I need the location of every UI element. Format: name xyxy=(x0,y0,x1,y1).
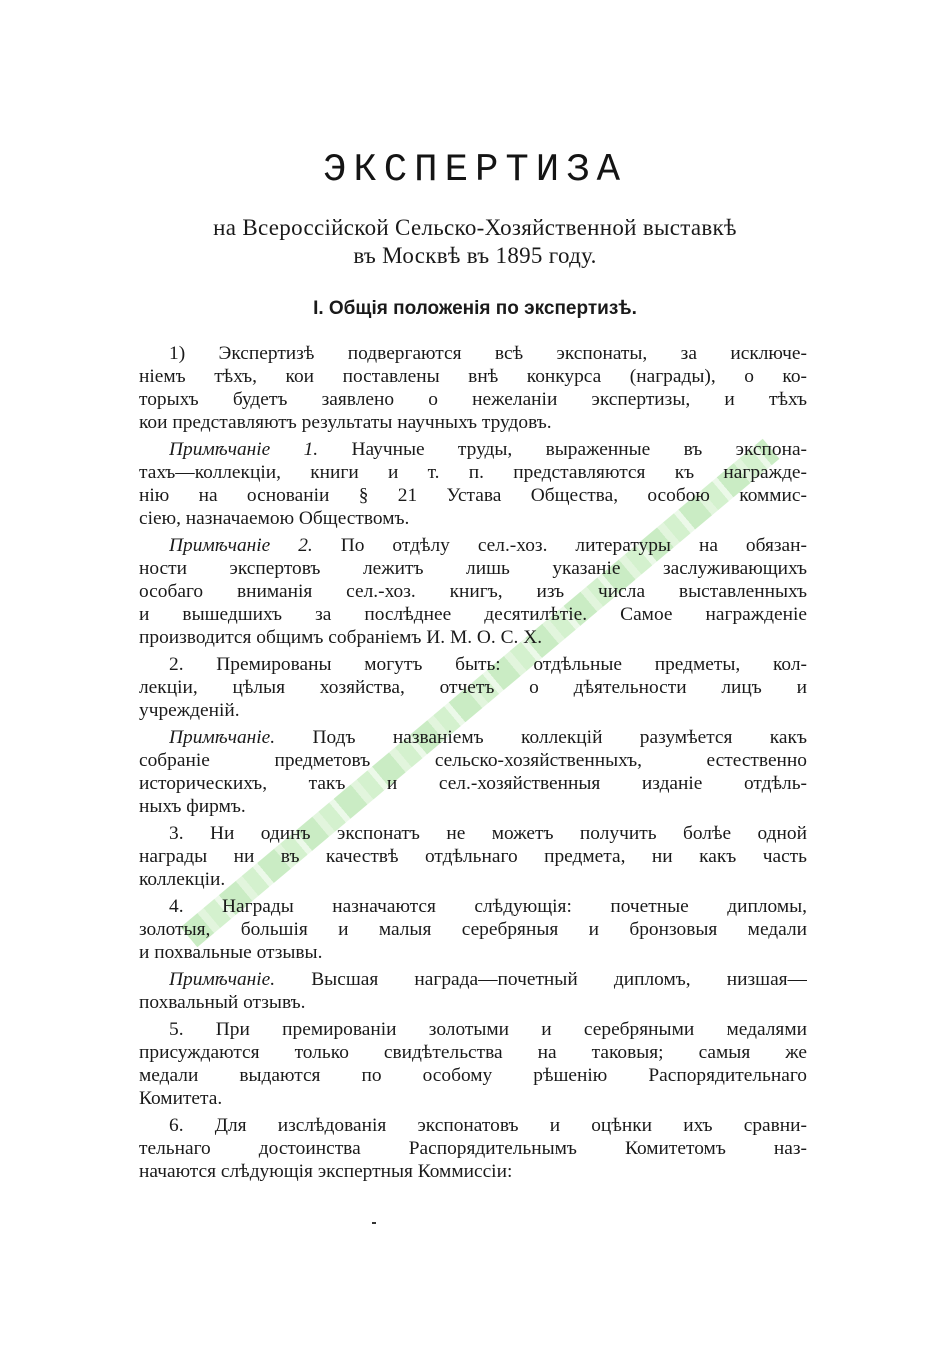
paragraph xyxy=(139,1114,807,1187)
text-line xyxy=(169,726,807,749)
line-text: историческихъ, такъ и сел.-хозяйственныя изданіе отдѣль- xyxy=(139,773,807,794)
text-line xyxy=(139,507,807,530)
line-text: По отдѣлу сел.-хоз. литературы на обязан- xyxy=(312,535,807,556)
line-text: тельнаго достоинства Распорядительнымъ Комитетомъ наз- xyxy=(139,1138,807,1159)
subtitle-line: въ Москвѣ въ 1895 году. xyxy=(353,243,597,268)
line-text: нію на основаніи § 21 Устава Общества, особою коммис- xyxy=(139,485,807,506)
text-line xyxy=(139,557,807,580)
line-text: похвальный отзывъ. xyxy=(139,992,306,1013)
text-line xyxy=(169,822,807,845)
text-line xyxy=(139,1064,807,1087)
section-heading: I. Общія положенія по экспертизѣ. xyxy=(313,298,637,319)
line-text: золотыя, большія и малыя серебряныя и бронзовыя медали xyxy=(139,919,807,940)
line-text: тахъ—коллекціи, книги и т. п. представляются къ награжде- xyxy=(139,462,807,483)
line-text: 5. При премированіи золотыми и серебряными медалями xyxy=(169,1019,807,1040)
text-line xyxy=(139,772,807,795)
line-text: 3. Ни одинъ экспонатъ не можетъ получить болѣе одной xyxy=(169,823,807,844)
note-paragraph xyxy=(139,438,807,534)
line-text: лекціи, цѣлыя хозяйства, отчетъ о дѣятельности лицъ и xyxy=(139,677,807,698)
line-text: 6. Для изслѣдованія экспонатовъ и оцѣнки ихъ сравни- xyxy=(169,1115,807,1136)
paragraph xyxy=(139,822,807,895)
line-text: кои представляютъ результаты научныхъ трудовъ. xyxy=(139,412,552,433)
note-label: Примѣчаніе 1. xyxy=(169,439,319,460)
text-line xyxy=(139,845,807,868)
paragraph xyxy=(139,1018,807,1114)
text-line xyxy=(169,534,807,557)
text-line xyxy=(169,653,807,676)
note-label: Примѣчаніе. xyxy=(169,969,276,990)
line-text: начаются слѣдующія экспертныя Коммиссіи: xyxy=(139,1161,513,1182)
line-text: Подъ названіемъ коллекцій разумѣется какъ xyxy=(275,727,807,748)
line-text: Комитета. xyxy=(139,1088,223,1109)
text-line xyxy=(169,342,807,365)
text-line xyxy=(139,941,807,964)
text-line xyxy=(139,411,807,434)
line-text: производится общимъ собраніемъ И. М. О. С. Х. xyxy=(139,627,543,648)
text-line xyxy=(139,580,807,603)
line-text: медали выдаются по особому рѣшенію Распорядительнаго xyxy=(139,1065,807,1086)
text-line xyxy=(139,603,807,626)
text-line xyxy=(139,918,807,941)
line-text: ности экспертовъ лежитъ лишь указаніе заслуживающихъ xyxy=(139,558,807,579)
text-line xyxy=(139,868,807,891)
line-text: и похвальные отзывы. xyxy=(139,942,323,963)
text-line xyxy=(139,676,807,699)
line-text: особаго вниманія сел.-хоз. книгъ, изъ числа выставленныхъ xyxy=(139,581,807,602)
line-text: 1) Экспертизѣ подвергаются всѣ экспонаты, за исключе- xyxy=(169,343,807,364)
line-text: присуждаются только свидѣтельства на таковыя; самыя же xyxy=(139,1042,807,1063)
line-text: награды ни въ качествѣ отдѣльнаго предмета, ни какъ часть xyxy=(139,846,807,867)
subtitle-line: на Всероссійской Сельско-Хозяйственной выставкѣ xyxy=(213,215,737,240)
line-text: коллекціи. xyxy=(139,869,226,890)
text-line xyxy=(139,484,807,507)
line-text: 2. Премированы могутъ быть: отдѣльные предметы, кол- xyxy=(169,654,807,675)
note-label: Примѣчаніе 2. xyxy=(169,535,313,556)
body-text xyxy=(139,342,807,1187)
text-line xyxy=(139,365,807,388)
line-text: торыхъ будетъ заявлено о нежеланіи экспертизы, и тѣхъ xyxy=(139,389,807,410)
text-line xyxy=(169,968,807,991)
text-line xyxy=(139,991,807,1014)
note-paragraph xyxy=(139,534,807,653)
paragraph xyxy=(139,895,807,968)
text-line xyxy=(169,895,807,918)
line-text: Высшая награда—почетный дипломъ, низшая— xyxy=(275,969,807,990)
text-line xyxy=(169,438,807,461)
text-line xyxy=(169,1114,807,1137)
page-title: ЭКСПЕРТИЗА xyxy=(322,148,628,192)
paragraph xyxy=(139,342,807,438)
line-text: собраніе предметовъ сельско-хозяйственныхъ, естественно xyxy=(139,750,807,771)
paragraph xyxy=(139,653,807,726)
line-text: ніемъ тѣхъ, кои поставлены внѣ конкурса (награды), о ко- xyxy=(139,366,807,387)
text-line xyxy=(139,1137,807,1160)
note-label: Примѣчаніе. xyxy=(169,727,276,748)
line-text: Научные труды, выраженные въ экспона- xyxy=(318,439,807,460)
text-line xyxy=(139,1160,807,1183)
text-line xyxy=(139,461,807,484)
paragraph-gap xyxy=(169,1183,807,1187)
note-paragraph xyxy=(139,968,807,1018)
text-line xyxy=(139,626,807,649)
text-line xyxy=(139,1041,807,1064)
text-line xyxy=(139,388,807,411)
line-text: сіею, назначаемою Обществомъ. xyxy=(139,508,410,529)
line-text: 4. Награды назначаются слѣдующія: почетные дипломы, xyxy=(169,896,807,917)
line-text: ныхъ фирмъ. xyxy=(139,796,246,817)
text-line xyxy=(139,699,807,722)
text-line xyxy=(139,749,807,772)
page-speck xyxy=(372,1222,376,1224)
note-paragraph xyxy=(139,726,807,822)
line-text: и вышедшихъ за послѣднее десятилѣтіе. Самое награжденіе xyxy=(139,604,807,625)
line-text: учрежденій. xyxy=(139,700,240,721)
text-line xyxy=(139,795,807,818)
subtitle xyxy=(150,214,800,270)
text-line xyxy=(169,1018,807,1041)
text-line xyxy=(139,1087,807,1110)
